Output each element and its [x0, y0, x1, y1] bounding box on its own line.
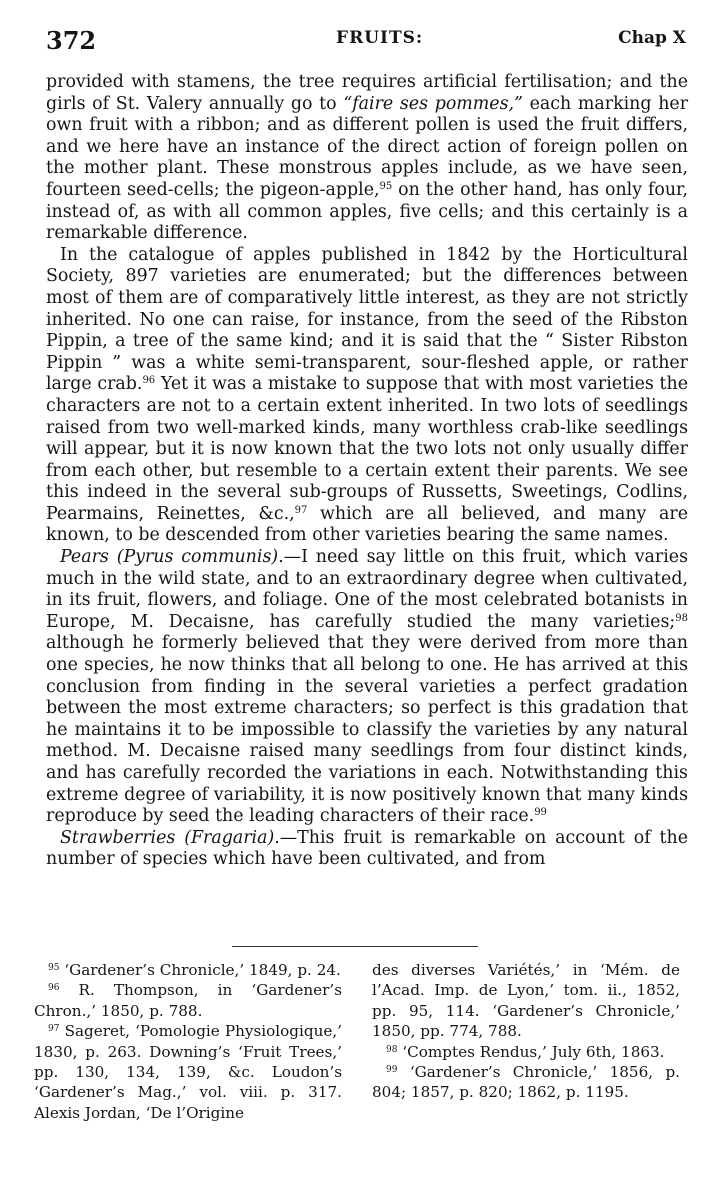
- page-header: [46, 26, 686, 54]
- chapter-label: Chap X: [618, 28, 686, 48]
- paragraph-apple-catalogue: In the catalogue of apples published in 1842 by the Horticultural Society, 897 varieties are enumerated; but the differences between most of them are of comparatively little interest, as they are not strictly inherited. No one can raise, for instance, from the seed of the Ribston Pippin, a tree of the same kind; and it is said that the “ Sister Ribston Pippin ” was a white semi-transparent, sour-fleshed apple, or rather large crab.$^{96}$ Yet it was a mistake to suppose that with most varieties the characters are not to a certain extent inherited. In two lots of seedlings raised from two well-marked kinds, many worthless crab-like seedlings will appear, but it is now known that the two lots not only usually differ from each other, but resemble to a certain extent their parents. We see this indeed in the several sub-groups of Russetts, Sweetings, Codlins, Pearmains, Reinettes, &c.,$^{97}$ which are all believed, and many are known, to be descended from other varieties bearing the same names.: [46, 244, 689, 546]
- footnote-ref-98[interactable]: 98: [675, 612, 688, 624]
- footnotes-right-column: [372, 960, 680, 1103]
- paragraph-apples-fertilisation: provided with stamens, the tree requires artificial fertilisation; and the girls of St. Valery annually go to “faire ses pommes,” each marking her own fruit with a ribbon; and as different pollen is used the fruit differs, and we here have an instance of the direct action of foreign pollen on the mother plant. These monstrous apples include, as we have seen, fourteen seed-cells; the pigeon-apple,$^{95}$ on the other hand, has only four, instead of, as with all common apples, five cells; and this certainly is a remarkable difference.: [46, 72, 689, 244]
- french-phrase: “faire ses pommes,”: [343, 93, 523, 114]
- footnote-97-continued: des diverses Variétés,’ in ‘Mém. de l’Acad. Imp. de Lyon,’ tom. ii., 1852, pp. 95, 114. ‘Gardener’s Chronicle,’ 1850, pp. 774, 788.: [372, 961, 680, 1041]
- main-text: [46, 72, 688, 871]
- page-number: 372: [46, 26, 97, 55]
- footnotes-left-column: [34, 960, 342, 1123]
- footnote-ref-95[interactable]: 95: [379, 180, 393, 192]
- footnote-divider: [232, 946, 478, 947]
- paragraph-pears: Pears (Pyrus communis).—I need say little on this fruit, which varies much in the wild state, and to an extraordinary degree when cultivated, in its fruit, flowers, and foliage. One of the most celebrated botanists in Europe, M. Decaisne, has carefully studied the many varieties;$^{98}$ although he formerly believed that they were derived from more than one species, he now thinks that all belong to one. He has arrived at this conclusion from finding in the several varieties a perfect gradation between the most extreme characters; so perfect is this gradation that he maintains it to be impossible to classify the varieties by any natural method. M. Decaisne raised many seedlings from four distinct kinds, and has carefully recorded the variations in each. Notwithstanding this extreme degree of variability, it is now positively known that many kinds reproduce by seed the leading characters of their race.$^{99}$: [46, 547, 688, 827]
- footnote-96: $^{96}$ R. Thompson, in ‘Gardener’s Chron.,’ 1850, p. 788.: [34, 981, 343, 1020]
- paragraph-strawberries: Strawberries (Fragaria).—This fruit is remarkable on account of the number of species which have been cultivated, and from: [46, 827, 688, 870]
- footnote-99: $^{99}$ ‘Gardener’s Chronicle,’ 1856, p. 804; 1857, p. 820; 1862, p. 1195.: [372, 1063, 680, 1102]
- latin-name-fragaria: (Fragaria).: [184, 827, 280, 848]
- running-title: FRUITS:: [336, 28, 424, 48]
- footnote-ref-99[interactable]: 99: [534, 807, 547, 819]
- section-lead-strawberries: Strawberries: [60, 827, 176, 848]
- footnote-ref-96[interactable]: 96: [142, 375, 156, 387]
- latin-name-pyrus: (Pyrus communis).: [116, 547, 284, 568]
- footnote-ref-97[interactable]: 97: [294, 504, 308, 516]
- section-lead-pears: Pears: [60, 547, 109, 568]
- footnote-97: $^{97}$ Sageret, ‘Pomologie Physiologique,’ 1830, p. 263. Downing’s ‘Fruit Trees,’ pp. 130, 134, 139, &c. Loudon’s ‘Gardener’s Mag.,’ vol. viii. p. 317. Alexis Jordan, ‘De l’Origine: [34, 1022, 343, 1122]
- footnote-98: $^{98}$ ‘Comptes Rendus,’ July 6th, 1863.: [386, 1042, 665, 1061]
- footnote-95: $^{95}$ ‘Gardener’s Chronicle,’ 1849, p. 24.: [48, 961, 341, 979]
